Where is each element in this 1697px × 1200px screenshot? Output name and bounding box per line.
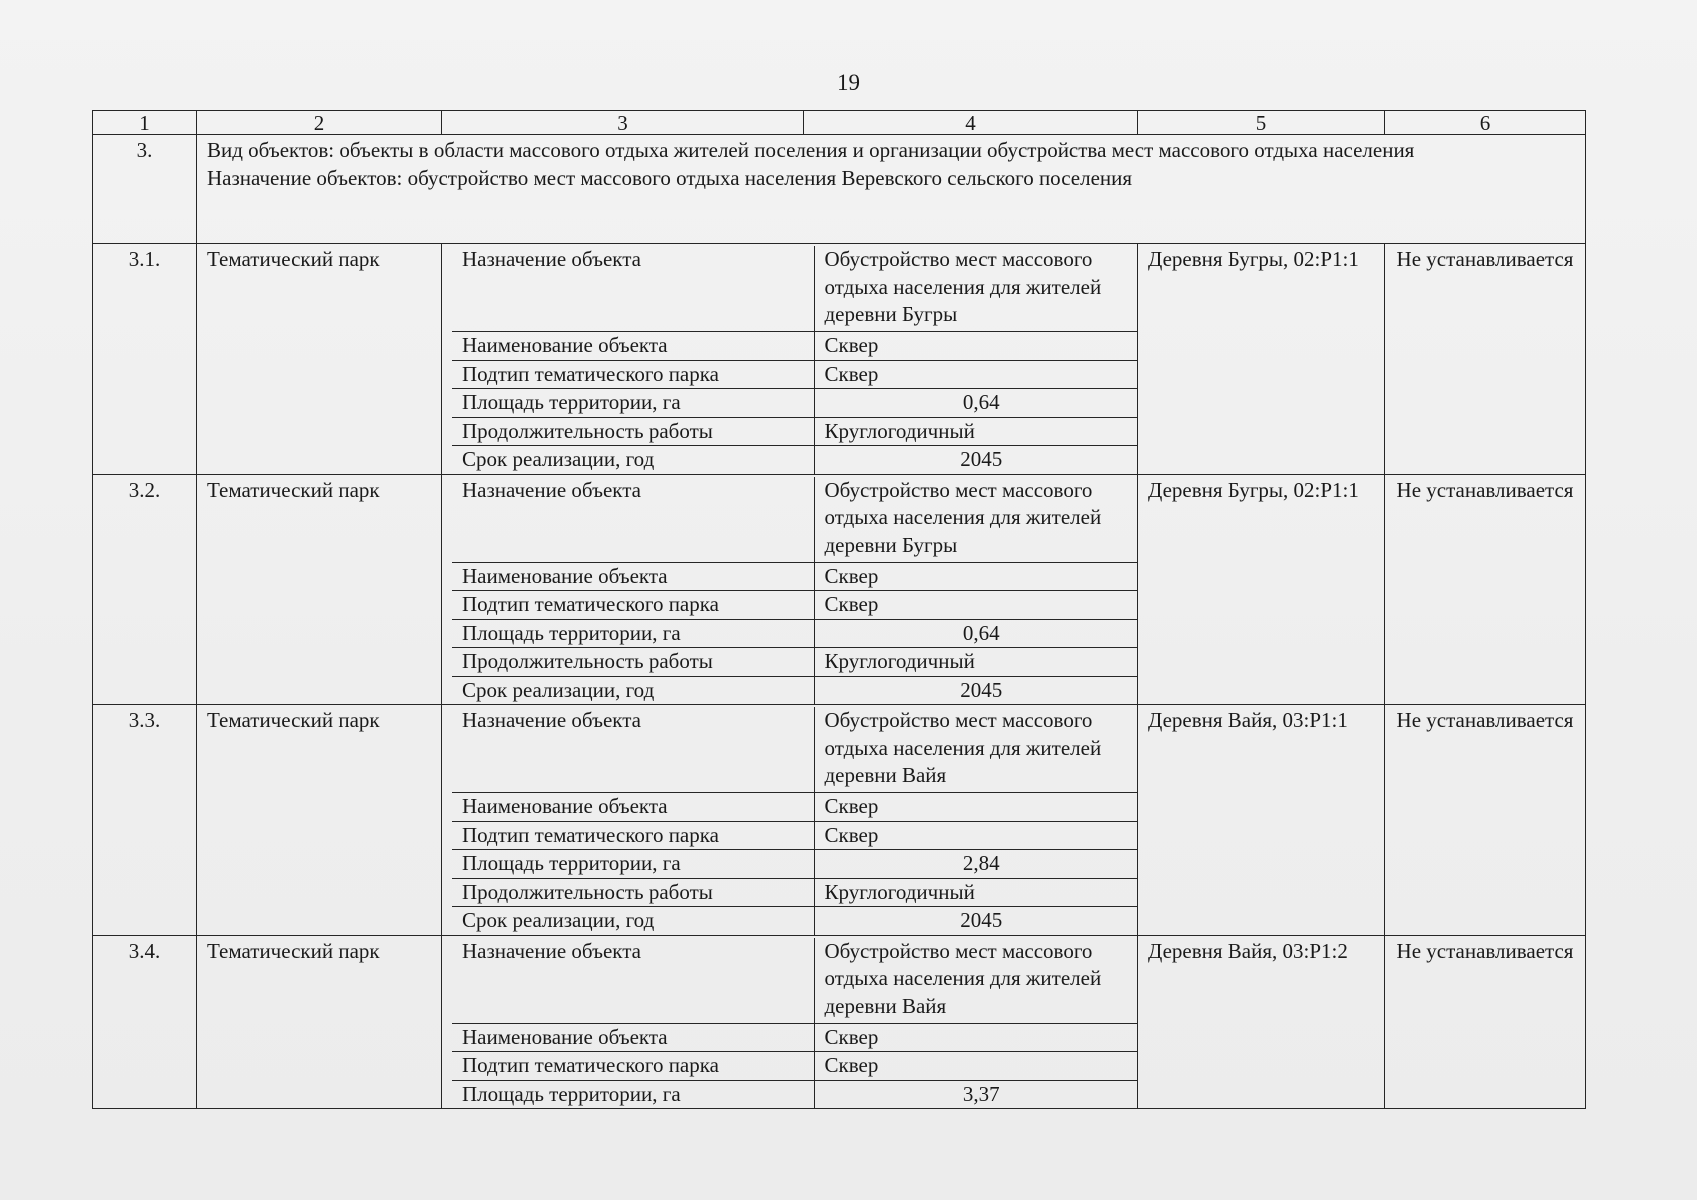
property-name: Подтип тематического парка — [452, 821, 814, 850]
property-row — [452, 938, 1138, 1024]
object-location: Деревня Бугры, 02:Р1:1 — [1138, 244, 1385, 475]
column-number: 6 — [1385, 111, 1586, 135]
property-row — [452, 562, 1138, 591]
property-value: Сквер — [814, 562, 1138, 591]
property-value: Обустройство мест массового отдыха населения для жителей деревни Вайя — [814, 938, 1138, 1024]
properties-table — [452, 477, 1138, 705]
column-number: 1 — [93, 111, 197, 135]
object-properties — [442, 474, 1138, 705]
property-name: Подтип тематического парка — [452, 1052, 814, 1081]
property-row — [452, 1023, 1138, 1052]
zone-boundaries: Не устанавливается — [1385, 935, 1586, 1109]
property-name: Наименование объекта — [452, 562, 814, 591]
page-number: 19 — [837, 70, 860, 95]
property-name: Срок реализации, год — [452, 446, 814, 474]
property-name: Назначение объекта — [452, 477, 814, 563]
property-value: Обустройство мест массового отдыха населения для жителей деревни Бугры — [814, 477, 1138, 563]
object-type: Тематический парк — [197, 474, 442, 705]
property-row — [452, 360, 1138, 389]
property-value: 2045 — [814, 907, 1138, 935]
property-value: Круглогодичный — [814, 878, 1138, 907]
property-name: Продолжительность работы — [452, 878, 814, 907]
property-value: 2045 — [814, 446, 1138, 474]
column-number: 4 — [804, 111, 1138, 135]
section-description — [197, 135, 1586, 244]
property-name: Продолжительность работы — [452, 417, 814, 446]
property-name: Площадь территории, га — [452, 389, 814, 418]
property-value: 2045 — [814, 676, 1138, 704]
zone-boundaries: Не устанавливается — [1385, 244, 1586, 475]
table-row — [93, 705, 1586, 936]
section-number: 3. — [93, 135, 197, 244]
property-name: Назначение объекта — [452, 707, 814, 793]
row-number: 3.4. — [93, 935, 197, 1109]
property-value: 2,84 — [814, 850, 1138, 879]
property-row — [452, 907, 1138, 935]
objects-table — [92, 110, 1586, 1109]
object-type: Тематический парк — [197, 705, 442, 936]
property-name: Продолжительность работы — [452, 648, 814, 677]
property-value: Круглогодичный — [814, 648, 1138, 677]
property-value: Сквер — [814, 591, 1138, 620]
property-name: Срок реализации, год — [452, 676, 814, 704]
property-name: Наименование объекта — [452, 1023, 814, 1052]
property-name: Подтип тематического парка — [452, 591, 814, 620]
object-location: Деревня Вайя, 03:Р1:1 — [1138, 705, 1385, 936]
object-properties — [442, 705, 1138, 936]
zone-boundaries: Не устанавливается — [1385, 705, 1586, 936]
object-location: Деревня Бугры, 02:Р1:1 — [1138, 474, 1385, 705]
properties-table — [452, 246, 1138, 474]
property-name: Площадь территории, га — [452, 1080, 814, 1108]
property-value: 0,64 — [814, 619, 1138, 648]
property-name: Срок реализации, год — [452, 907, 814, 935]
object-type: Тематический парк — [197, 935, 442, 1109]
property-name: Наименование объекта — [452, 793, 814, 822]
zone-boundaries: Не устанавливается — [1385, 474, 1586, 705]
properties-table — [452, 938, 1138, 1109]
row-number: 3.1. — [93, 244, 197, 475]
property-value: Обустройство мест массового отдыха населения для жителей деревни Бугры — [814, 246, 1138, 332]
property-value: 0,64 — [814, 389, 1138, 418]
property-row — [452, 707, 1138, 793]
property-row — [452, 591, 1138, 620]
row-number: 3.3. — [93, 705, 197, 936]
property-value: Сквер — [814, 360, 1138, 389]
property-row — [452, 446, 1138, 474]
property-row — [452, 619, 1138, 648]
section-purpose: Назначение объектов: обустройство мест массового отдыха населения Веревского сельского поселения — [207, 165, 1133, 190]
property-row — [452, 793, 1138, 822]
properties-table — [452, 707, 1138, 935]
property-row — [452, 1080, 1138, 1108]
property-value: Сквер — [814, 1052, 1138, 1081]
property-value: Круглогодичный — [814, 417, 1138, 446]
table-row — [93, 244, 1586, 475]
property-row — [452, 878, 1138, 907]
object-properties — [442, 935, 1138, 1109]
property-row — [452, 821, 1138, 850]
property-value: Сквер — [814, 793, 1138, 822]
section-kind: Вид объектов: объекты в области массового отдыха жителей поселения и организации обустройства мест массового отдыха населения — [207, 138, 1415, 162]
property-name: Назначение объекта — [452, 246, 814, 332]
object-properties — [442, 244, 1138, 475]
property-value: Сквер — [814, 1023, 1138, 1052]
property-name: Назначение объекта — [452, 938, 814, 1024]
object-type: Тематический парк — [197, 244, 442, 475]
column-number-row — [93, 111, 1586, 135]
property-name: Площадь территории, га — [452, 619, 814, 648]
property-value: 3,37 — [814, 1080, 1138, 1108]
object-location: Деревня Вайя, 03:Р1:2 — [1138, 935, 1385, 1109]
property-value: Сквер — [814, 332, 1138, 361]
property-value: Обустройство мест массового отдыха населения для жителей деревни Вайя — [814, 707, 1138, 793]
table-row — [93, 935, 1586, 1109]
property-row — [452, 417, 1138, 446]
property-value: Сквер — [814, 821, 1138, 850]
property-row — [452, 332, 1138, 361]
property-row — [452, 389, 1138, 418]
property-row — [452, 477, 1138, 563]
property-row — [452, 676, 1138, 704]
property-name: Наименование объекта — [452, 332, 814, 361]
property-row — [452, 246, 1138, 332]
row-number: 3.2. — [93, 474, 197, 705]
section-row — [93, 135, 1586, 244]
property-name: Подтип тематического парка — [452, 360, 814, 389]
table-row — [93, 474, 1586, 705]
column-number: 5 — [1138, 111, 1385, 135]
property-row — [452, 648, 1138, 677]
column-number: 3 — [442, 111, 804, 135]
column-number: 2 — [197, 111, 442, 135]
property-row — [452, 1052, 1138, 1081]
property-name: Площадь территории, га — [452, 850, 814, 879]
property-row — [452, 850, 1138, 879]
